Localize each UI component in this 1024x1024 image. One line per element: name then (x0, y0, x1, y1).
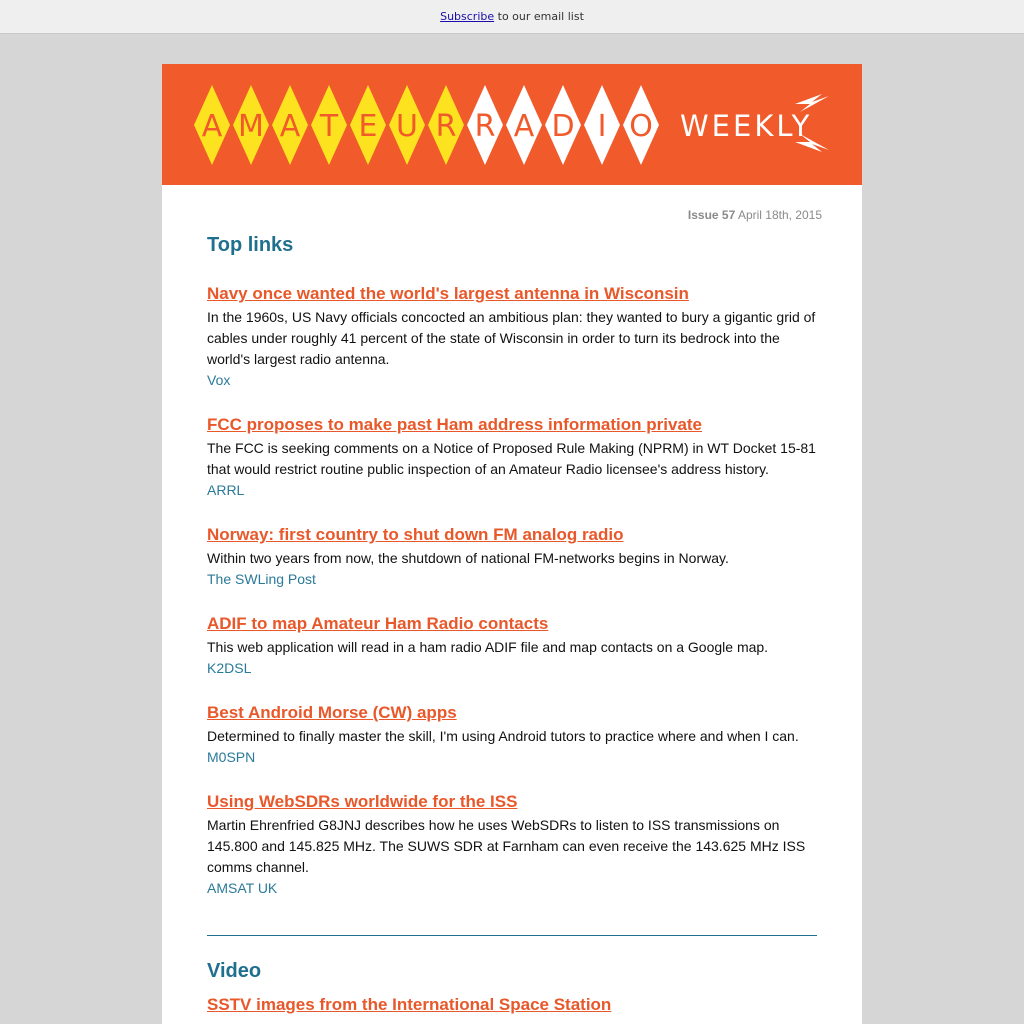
section-title-video: Video (207, 960, 262, 982)
article-title-link[interactable]: Navy once wanted the world's largest antenna in Wisconsin (207, 284, 689, 303)
logo-letter: D (551, 109, 575, 144)
article-source[interactable]: Vox (207, 372, 231, 388)
article-source[interactable]: K2DSL (207, 660, 252, 676)
article-item (207, 995, 819, 1015)
section-title-top-links: Top links (207, 234, 294, 256)
article-description: The FCC is seeking comments on a Notice of Proposed Rule Making (NPRM) in WT Docket 15-81 that would restrict routine public inspection of an Amateur Radio licensee's address history. (207, 440, 816, 477)
article-source[interactable]: ARRL (207, 482, 245, 498)
logo-letter: R (435, 109, 457, 144)
article-source[interactable]: The SWLing Post (207, 571, 316, 587)
newsletter-container (162, 64, 862, 1024)
article-item (207, 703, 819, 768)
issue-date: April 18th, 2015 (735, 208, 822, 222)
logo-letter: R (474, 109, 496, 144)
logo-letter: I (597, 109, 607, 144)
article-source[interactable]: M0SPN (207, 749, 256, 765)
logo-letter: U (396, 109, 418, 144)
article-description: Determined to finally master the skill, I'm using Android tutors to practice where and when I can. (207, 728, 799, 744)
issue-number: Issue 57 (687, 208, 736, 222)
article-title-link[interactable]: Using WebSDRs worldwide for the ISS (207, 792, 518, 811)
logo-letter: T (319, 109, 339, 144)
article-description: In the 1960s, US Navy officials concocted an ambitious plan: they wanted to bury a gigantic grid of cables under roughly 41 percent of the state of Wisconsin in order to turn its bedrock into the world's largest radio antenna. (207, 309, 816, 367)
article-item (207, 614, 819, 679)
subscribe-link[interactable]: Subscribe (440, 10, 495, 23)
article-description: Martin Ehrenfried G8JNJ describes how he uses WebSDRs to listen to ISS transmissions on 145.800 and 145.825 MHz. The SUWS SDR at Farnham can even receive the 143.625 MHz ISS comms channel. (207, 817, 806, 875)
logo-letter: O (629, 109, 653, 144)
logo-letter: A (513, 109, 535, 144)
logo-letter: A (201, 109, 223, 144)
article-title-link[interactable]: ADIF to map Amateur Ham Radio contacts (207, 614, 549, 633)
article-item (207, 525, 819, 590)
article-title-link[interactable]: Norway: first country to shut down FM analog radio (207, 525, 624, 544)
article-item (207, 792, 819, 899)
article-title-link[interactable]: FCC proposes to make past Ham address information private (207, 415, 703, 434)
section-divider (207, 935, 817, 936)
article-item (207, 284, 819, 391)
subscribe-suffix: to our email list (494, 10, 584, 23)
logo-letter: M (238, 109, 264, 144)
logo-letter: A (279, 109, 301, 144)
subscribe-bar (0, 0, 1024, 34)
article-title-link[interactable]: Best Android Morse (CW) apps (207, 703, 457, 722)
masthead-banner (162, 64, 862, 185)
article-item (207, 415, 819, 501)
article-description: This web application will read in a ham radio ADIF file and map contacts on a Google map. (207, 639, 769, 655)
masthead-logo (162, 64, 862, 185)
weekly-label: WEEKLY (680, 109, 813, 143)
article-source[interactable]: AMSAT UK (207, 880, 278, 896)
issue-info (688, 208, 822, 222)
article-description: Within two years from now, the shutdown of national FM-networks begins in Norway. (207, 550, 729, 566)
article-title-link[interactable]: SSTV images from the International Space Station (207, 995, 612, 1014)
logo-letter: E (358, 109, 378, 144)
